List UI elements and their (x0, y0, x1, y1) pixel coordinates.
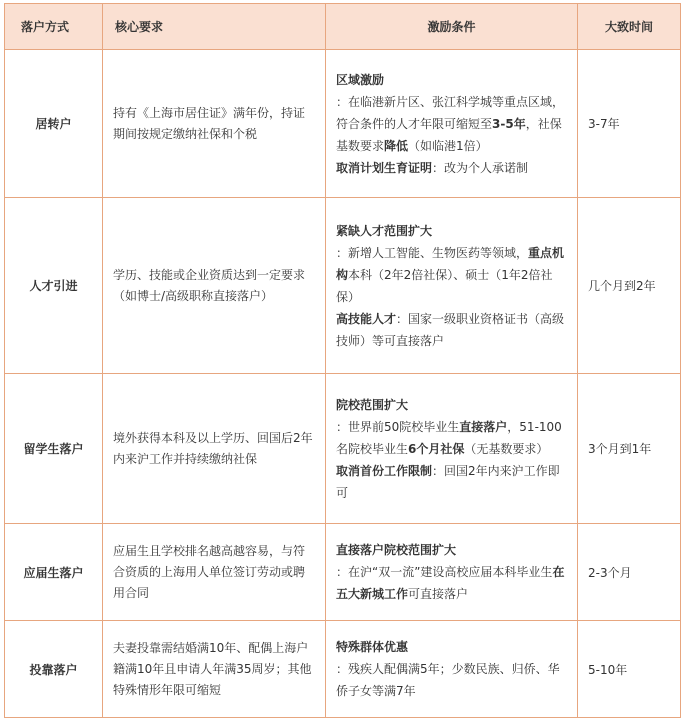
table-row (5, 524, 681, 621)
row-time: 3个月到1年 (578, 374, 681, 524)
condition-block (336, 69, 567, 157)
condition-heading: 紧缺人才范围扩大 (336, 223, 433, 238)
row-time: 3-7年 (578, 50, 681, 198)
row-time: 几个月到2年 (578, 198, 681, 374)
row-time: 2-3个月 (578, 524, 681, 621)
condition-text: 本科（2年2倍社保）、硕士（1年2倍社保） (336, 267, 553, 304)
header-time: 大致时间 (578, 4, 681, 50)
condition-text: ：国家一级职业资格证书（高级技师）等可直接落户 (336, 311, 565, 348)
table-header-row (5, 4, 681, 50)
row-requirement: 持有《上海市居住证》满年份，持证期间按规定缴纳社保和个税 (103, 50, 326, 198)
condition-emphasis: 高技能人才 (336, 311, 397, 326)
condition-text: ：新增人工智能、生物医药等领域， (336, 245, 529, 260)
row-requirement: 应届生且学校排名越高越容易，与符合资质的上海用人单位签订劳动或聘用合同 (103, 524, 326, 621)
header-method: 落户方式 (5, 4, 103, 50)
condition-emphasis: 重点机构 (336, 245, 565, 282)
header-conditions: 激励条件 (326, 4, 578, 50)
condition-text: ：回国2年内来沪工作即可 (336, 463, 560, 500)
row-requirement: 境外获得本科及以上学历、回国后2年内来沪工作并持续缴纳社保 (103, 374, 326, 524)
row-conditions (326, 198, 578, 374)
table-row (5, 198, 681, 374)
row-requirement: 学历、技能或企业资质达到一定要求（如博士/高级职称直接落户） (103, 198, 326, 374)
row-conditions (326, 621, 578, 718)
table-row (5, 621, 681, 718)
condition-heading: 区域激励 (336, 72, 385, 87)
row-conditions (326, 374, 578, 524)
row-method: 应届生落户 (5, 524, 103, 621)
condition-text: ：世界前50院校毕业生 (336, 419, 460, 434)
row-conditions (326, 50, 578, 198)
condition-emphasis: 降低 (384, 138, 409, 153)
row-time: 5-10年 (578, 621, 681, 718)
header-requirement: 核心要求 (103, 4, 326, 50)
condition-emphasis: 在五大新城工作 (336, 565, 565, 601)
condition-block (336, 460, 567, 504)
condition-text: （无基数要求） (464, 441, 549, 456)
condition-text: ，51-100名院校毕业生 (336, 419, 562, 456)
condition-emphasis: 3-5年 (492, 116, 526, 131)
condition-text: ：在沪“双一流”建设高校应届本科毕业生 (336, 565, 553, 579)
table-row (5, 50, 681, 198)
condition-block (336, 394, 567, 460)
condition-block (336, 636, 567, 702)
condition-emphasis: 取消计划生育证明 (336, 160, 433, 175)
condition-text: 可直接落户 (408, 587, 469, 601)
condition-emphasis: 取消首份工作限制 (336, 463, 433, 478)
row-requirement: 夫妻投靠需结婚满10年、配偶上海户籍满10年且申请人年满35周岁；其他特殊情形年限可缩短 (103, 621, 326, 718)
condition-heading: 直接落户院校范围扩大 (336, 543, 457, 557)
settlement-policy-table (4, 3, 681, 718)
condition-emphasis: 6个月社保 (408, 441, 465, 456)
condition-block (336, 539, 567, 605)
condition-block (336, 157, 567, 179)
row-method: 留学生落户 (5, 374, 103, 524)
condition-text: ，社保基数要求 (336, 116, 562, 153)
row-method: 居转户 (5, 50, 103, 198)
row-method: 人才引进 (5, 198, 103, 374)
condition-emphasis: 直接落户 (459, 419, 508, 434)
condition-heading: 特殊群体优惠 (336, 640, 409, 654)
row-method: 投靠落户 (5, 621, 103, 718)
table-row (5, 374, 681, 524)
condition-heading: 院校范围扩大 (336, 397, 409, 412)
condition-text: ：残疾人配偶满5年；少数民族、归侨、华侨子女等满7年 (336, 662, 560, 698)
condition-text: ：在临港新片区、张江科学城等重点区域，符合条件的人才年限可缩短至 (336, 94, 565, 131)
condition-block (336, 220, 567, 308)
condition-text: （如临港1倍） (408, 138, 488, 153)
condition-block (336, 308, 567, 352)
condition-text: ：改为个人承诺制 (432, 160, 529, 175)
row-conditions (326, 524, 578, 621)
